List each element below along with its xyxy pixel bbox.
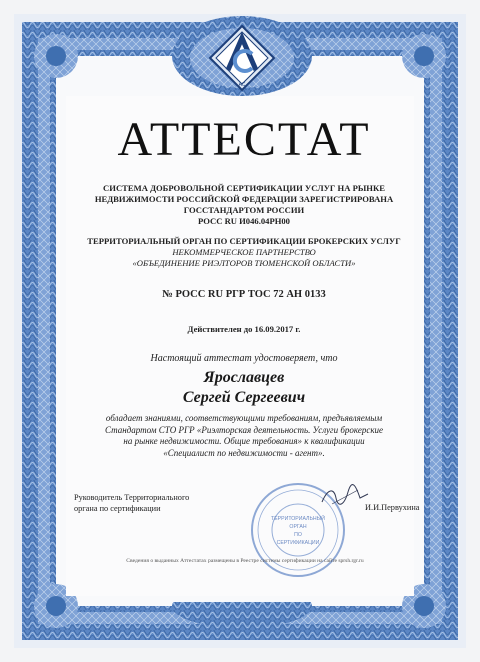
holder-surname: Ярославцев <box>203 369 285 386</box>
qualification-line: обладает знаниями, соответствующими требованиям, предъявляемым <box>105 413 383 423</box>
issuer-block <box>60 183 428 227</box>
issuer-line: ГОССТАНДАРТОМ РОССИИ <box>183 205 305 215</box>
validity-label: Действителен до <box>187 324 253 334</box>
validity-date: 16.09.2017 г. <box>254 324 301 334</box>
holder-name <box>60 368 428 408</box>
issuer-line: НЕДВИЖИМОСТИ РОССИЙСКОЙ ФЕДЕРАЦИИ ЗАРЕГИСТРИРОВАНА <box>94 194 394 204</box>
stamp-line: ПО <box>294 532 302 538</box>
holder-given-names: Сергей Сергеевич <box>182 389 306 406</box>
certificate-title: АТТЕСТАТ <box>117 113 371 166</box>
qualification-line: на рынке недвижимости. Общие требования» к квалификации <box>123 436 365 446</box>
certificate-number: № РОСС RU РГР ТОС 72 АН 0133 <box>162 289 326 300</box>
partnership-label: НЕКОММЕРЧЕСКОЕ ПАРТНЕРСТВО <box>172 247 316 257</box>
intro-text: Настоящий аттестат удостоверяет, что <box>150 353 338 364</box>
qualification-text <box>60 413 428 459</box>
stamp-line: СЕРТИФИКАЦИИ <box>276 540 320 546</box>
signatory-title <box>74 492 189 514</box>
stamp-line: ОРГАН <box>289 524 307 530</box>
partnership-name: «ОБЪЕДИНЕНИЕ РИЭЛТОРОВ ТЮМЕНСКОЙ ОБЛАСТИ» <box>132 258 356 268</box>
logo-emblem-icon <box>208 24 276 92</box>
issuer-registration: РОСС RU И046.04РН00 <box>198 216 290 226</box>
qualification-line: Стандартом СТО РГР «Риэлторская деятельность. Услуги брокерские <box>104 424 384 435</box>
validity-line <box>60 324 428 334</box>
logo-letters: АС <box>238 82 246 88</box>
qualification-line: «Специалист по недвижимости - агент». <box>163 447 325 458</box>
signature-mark <box>320 484 370 508</box>
signatory-title-line: Руководитель Территориального <box>74 493 190 502</box>
signatory-name: И.И.Первухина <box>365 503 420 512</box>
certification-body-block <box>60 236 428 269</box>
issuer-line: СИСТЕМА ДОБРОВОЛЬНОЙ СЕРТИФИКАЦИИ УСЛУГ НА РЫНКЕ <box>103 183 385 193</box>
registry-footer-note: Сведения о выданных Аттестатах размещены в Реестре системы сертификации на сайте sprsh.rgr.ru <box>126 558 364 564</box>
signatory-title-line: органа по сертификации <box>74 504 161 513</box>
stamp-line: ТЕРРИТОРИАЛЬНЫЙ <box>271 516 325 522</box>
certification-body-title: ТЕРРИТОРИАЛЬНЫЙ ОРГАН ПО СЕРТИФИКАЦИИ БРОКЕРСКИХ УСЛУГ <box>87 236 401 246</box>
